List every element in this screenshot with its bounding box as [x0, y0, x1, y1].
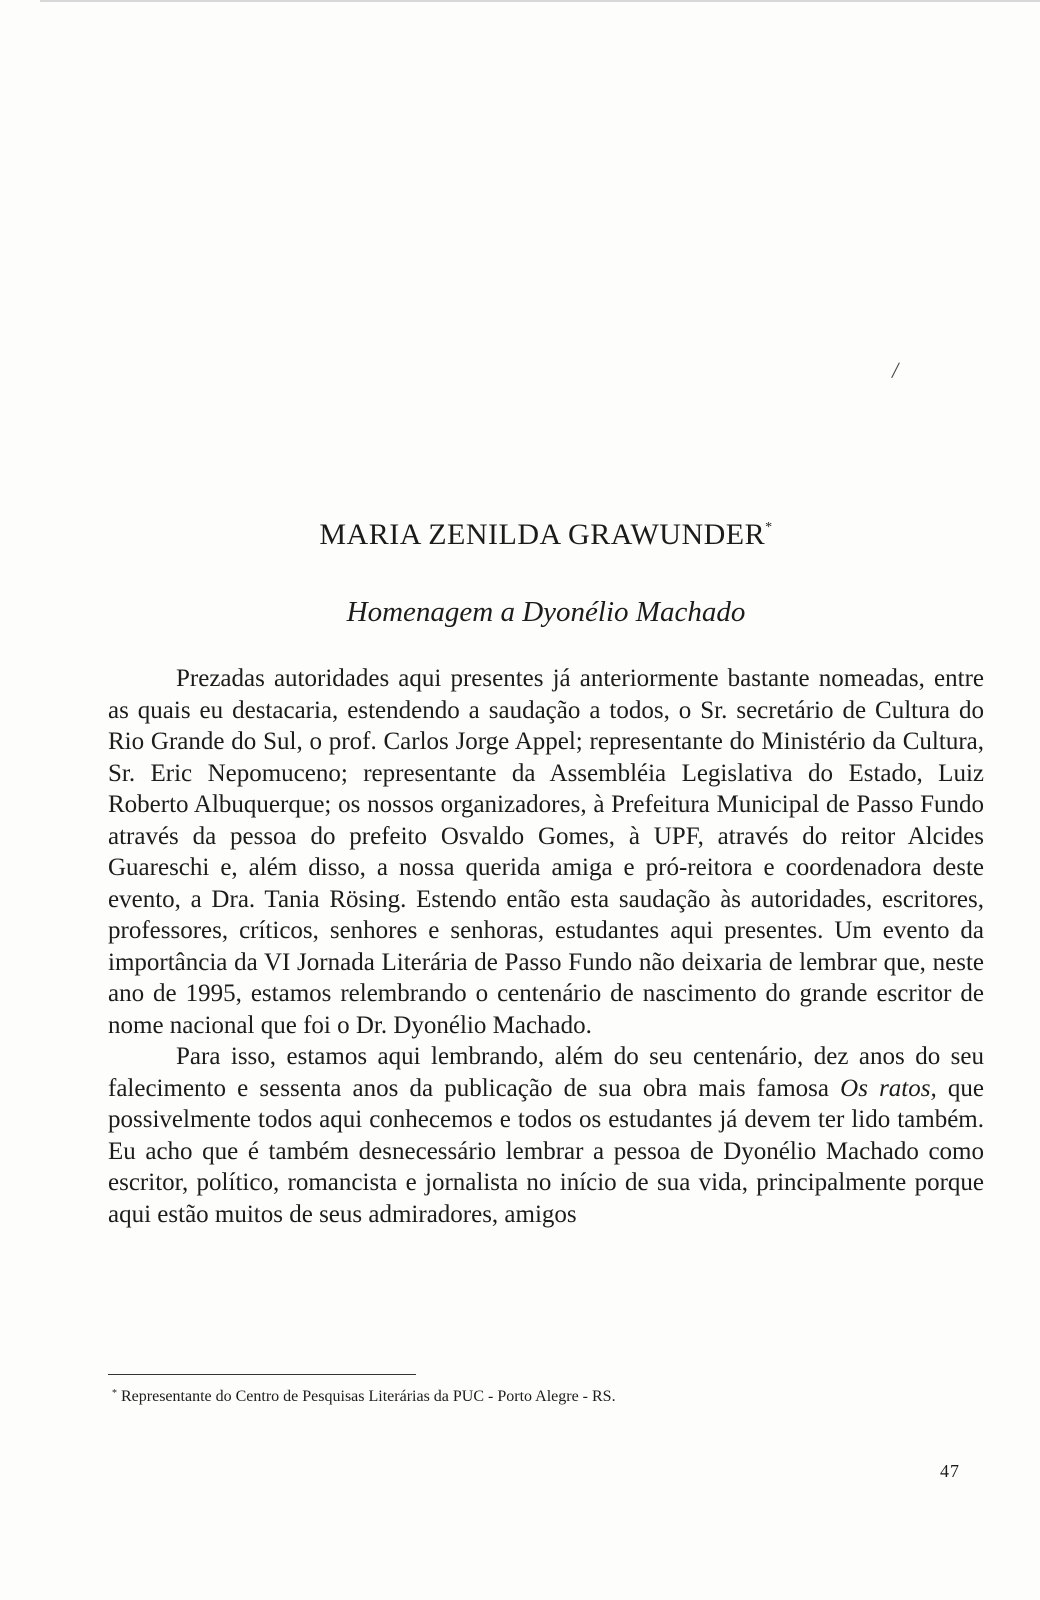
- book-title: Os ratos,: [840, 1074, 937, 1102]
- footnote-mark: *: [112, 1388, 117, 1399]
- author-heading: [0, 518, 1040, 552]
- article-body: [108, 663, 984, 1230]
- scan-edge-line: [40, 0, 1040, 2]
- page-number: 47: [940, 1461, 960, 1481]
- author-name: MARIA ZENILDA GRAWUNDER: [319, 518, 766, 551]
- footnote: [112, 1388, 616, 1406]
- paragraph-2: [108, 1041, 984, 1230]
- article-subtitle: Homenagem a Dyonélio Machado: [346, 596, 746, 628]
- paragraph-1: Prezadas autoridades aqui presentes já anteriormente bastante nomeadas, entre as quais eu destacaria, estendendo a saudação a todos, o Sr. secretário de Cultura do Rio Grande do Sul, o prof. Carlos Jorge Appel; representante do Ministério da Cultura, Sr. Eric Nepomuceno; representante da Assembléia Legislativa do Estado, Luiz Roberto Albuquerque; os nossos organizadores, à Prefeitura Municipal de Passo Fundo através da pessoa do prefeito Osvaldo Gomes, à UPF, através do reitor Alcides Guareschi e, além disso, a nossa querida amiga e pró-reitora e coordenadora deste evento, a Dra. Tania Rösing. Estendo então esta saudação às autoridades, escritores, professores, críticos, senhores e senhoras, estudantes aqui presentes. Um evento da importância da VI Jornada Literária de Passo Fundo não deixaria de lembrar que, neste ano de 1995, estamos relembrando o centenário de nascimento do grande escritor de nome nacional que foi o Dr. Dyonélio Machado.: [108, 665, 984, 1039]
- author-footnote-mark: *: [765, 520, 773, 535]
- stray-pen-mark: /: [890, 357, 901, 385]
- paragraph-2-start: Para isso, estamos aqui lembrando, além do seu centenário, dez anos do seu falecimento e sessenta anos da publicação de sua obra mais famosa: [108, 1043, 984, 1102]
- paragraph-2-end: que possivelmente todos aqui conhecemos e todos os estudantes já devem ter lido também. Eu acho que é também desnecessário lembrar a pessoa de Dyonélio Machado como escritor, político, romancista e jornalista no início de sua vida, principalmente porque aqui estão muitos de seus admiradores, amigos: [108, 1074, 984, 1228]
- footnote-text: Representante do Centro de Pesquisas Literárias da PUC - Porto Alegre - RS.: [121, 1388, 616, 1405]
- footnote-divider: [108, 1374, 416, 1375]
